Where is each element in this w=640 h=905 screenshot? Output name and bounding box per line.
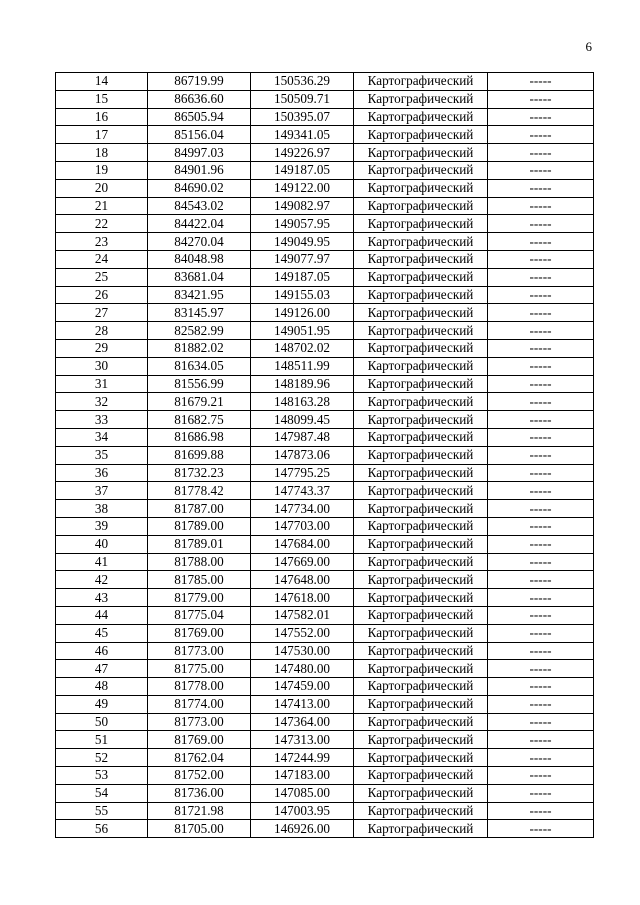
point-number-cell: 19 <box>56 161 148 179</box>
point-number-cell: 46 <box>56 642 148 660</box>
table-row <box>56 642 594 660</box>
method-cell: Картографический <box>354 375 488 393</box>
table-row <box>56 108 594 126</box>
coordinate-y-cell: 147530.00 <box>251 642 354 660</box>
coordinate-y-cell: 150509.71 <box>251 90 354 108</box>
coordinate-x-cell: 86505.94 <box>148 108 251 126</box>
coordinate-x-cell: 81762.04 <box>148 749 251 767</box>
point-number-cell: 15 <box>56 90 148 108</box>
method-cell: Картографический <box>354 553 488 571</box>
point-number-cell: 50 <box>56 713 148 731</box>
point-number-cell: 39 <box>56 517 148 535</box>
coordinate-x-cell: 81699.88 <box>148 446 251 464</box>
method-cell: Картографический <box>354 161 488 179</box>
table-row <box>56 304 594 322</box>
coordinate-x-cell: 84543.02 <box>148 197 251 215</box>
coordinate-y-cell: 147552.00 <box>251 624 354 642</box>
coordinate-y-cell: 149122.00 <box>251 179 354 197</box>
method-cell: Картографический <box>354 749 488 767</box>
coordinate-y-cell: 148099.45 <box>251 411 354 429</box>
method-cell: Картографический <box>354 233 488 251</box>
point-number-cell: 27 <box>56 304 148 322</box>
table-row <box>56 606 594 624</box>
error-cell: ----- <box>488 784 594 802</box>
method-cell: Картографический <box>354 357 488 375</box>
method-cell: Картографический <box>354 428 488 446</box>
coordinate-x-cell: 86636.60 <box>148 90 251 108</box>
method-cell: Картографический <box>354 286 488 304</box>
point-number-cell: 14 <box>56 73 148 91</box>
error-cell: ----- <box>488 161 594 179</box>
point-number-cell: 41 <box>56 553 148 571</box>
point-number-cell: 38 <box>56 500 148 518</box>
method-cell: Картографический <box>354 144 488 162</box>
error-cell: ----- <box>488 695 594 713</box>
point-number-cell: 54 <box>56 784 148 802</box>
table-row <box>56 286 594 304</box>
error-cell: ----- <box>488 126 594 144</box>
coordinate-y-cell: 147085.00 <box>251 784 354 802</box>
coordinate-x-cell: 81775.04 <box>148 606 251 624</box>
table-row <box>56 678 594 696</box>
table-row <box>56 767 594 785</box>
coordinate-x-cell: 81773.00 <box>148 642 251 660</box>
point-number-cell: 31 <box>56 375 148 393</box>
table-row <box>56 713 594 731</box>
point-number-cell: 55 <box>56 802 148 820</box>
coordinate-y-cell: 150536.29 <box>251 73 354 91</box>
error-cell: ----- <box>488 535 594 553</box>
point-number-cell: 25 <box>56 268 148 286</box>
coordinate-x-cell: 81882.02 <box>148 339 251 357</box>
method-cell: Картографический <box>354 500 488 518</box>
coordinate-x-cell: 81634.05 <box>148 357 251 375</box>
coordinate-x-cell: 83681.04 <box>148 268 251 286</box>
error-cell: ----- <box>488 660 594 678</box>
method-cell: Картографический <box>354 713 488 731</box>
method-cell: Картографический <box>354 784 488 802</box>
coordinate-x-cell: 81736.00 <box>148 784 251 802</box>
coordinate-x-cell: 81789.01 <box>148 535 251 553</box>
table-row <box>56 589 594 607</box>
coordinate-y-cell: 147480.00 <box>251 660 354 678</box>
point-number-cell: 23 <box>56 233 148 251</box>
method-cell: Картографический <box>354 179 488 197</box>
coordinate-x-cell: 85156.04 <box>148 126 251 144</box>
point-number-cell: 47 <box>56 660 148 678</box>
error-cell: ----- <box>488 357 594 375</box>
coordinates-table-body <box>56 73 594 838</box>
table-row <box>56 749 594 767</box>
page-number: 6 <box>585 39 592 54</box>
method-cell: Картографический <box>354 767 488 785</box>
method-cell: Картографический <box>354 624 488 642</box>
point-number-cell: 17 <box>56 126 148 144</box>
method-cell: Картографический <box>354 268 488 286</box>
error-cell: ----- <box>488 624 594 642</box>
coordinates-table <box>55 72 594 838</box>
error-cell: ----- <box>488 446 594 464</box>
coordinate-y-cell: 149082.97 <box>251 197 354 215</box>
method-cell: Картографический <box>354 731 488 749</box>
coordinate-x-cell: 81779.00 <box>148 589 251 607</box>
table-row <box>56 357 594 375</box>
table-row <box>56 233 594 251</box>
error-cell: ----- <box>488 268 594 286</box>
table-row <box>56 73 594 91</box>
coordinate-y-cell: 147873.06 <box>251 446 354 464</box>
point-number-cell: 48 <box>56 678 148 696</box>
point-number-cell: 16 <box>56 108 148 126</box>
table-row <box>56 784 594 802</box>
error-cell: ----- <box>488 393 594 411</box>
coordinate-y-cell: 147743.37 <box>251 482 354 500</box>
point-number-cell: 45 <box>56 624 148 642</box>
coordinate-y-cell: 149051.95 <box>251 322 354 340</box>
error-cell: ----- <box>488 90 594 108</box>
table-row <box>56 179 594 197</box>
coordinate-x-cell: 81705.00 <box>148 820 251 838</box>
error-cell: ----- <box>488 144 594 162</box>
error-cell: ----- <box>488 589 594 607</box>
coordinate-x-cell: 86719.99 <box>148 73 251 91</box>
method-cell: Картографический <box>354 517 488 535</box>
error-cell: ----- <box>488 233 594 251</box>
coordinate-x-cell: 84048.98 <box>148 250 251 268</box>
coordinate-x-cell: 83145.97 <box>148 304 251 322</box>
coordinate-x-cell: 81774.00 <box>148 695 251 713</box>
point-number-cell: 26 <box>56 286 148 304</box>
table-row <box>56 161 594 179</box>
method-cell: Картографический <box>354 339 488 357</box>
error-cell: ----- <box>488 678 594 696</box>
table-row <box>56 517 594 535</box>
method-cell: Картографический <box>354 197 488 215</box>
point-number-cell: 22 <box>56 215 148 233</box>
coordinate-x-cell: 81721.98 <box>148 802 251 820</box>
method-cell: Картографический <box>354 108 488 126</box>
point-number-cell: 28 <box>56 322 148 340</box>
table-row <box>56 268 594 286</box>
coordinate-y-cell: 146926.00 <box>251 820 354 838</box>
coordinate-y-cell: 147987.48 <box>251 428 354 446</box>
point-number-cell: 30 <box>56 357 148 375</box>
error-cell: ----- <box>488 802 594 820</box>
coordinate-y-cell: 148702.02 <box>251 339 354 357</box>
error-cell: ----- <box>488 73 594 91</box>
table-row <box>56 482 594 500</box>
coordinate-x-cell: 81789.00 <box>148 517 251 535</box>
coordinate-y-cell: 147364.00 <box>251 713 354 731</box>
method-cell: Картографический <box>354 606 488 624</box>
table-row <box>56 90 594 108</box>
table-row <box>56 375 594 393</box>
coordinate-x-cell: 84422.04 <box>148 215 251 233</box>
error-cell: ----- <box>488 339 594 357</box>
point-number-cell: 52 <box>56 749 148 767</box>
table-row <box>56 126 594 144</box>
method-cell: Картографический <box>354 820 488 838</box>
method-cell: Картографический <box>354 411 488 429</box>
coordinate-y-cell: 147684.00 <box>251 535 354 553</box>
error-cell: ----- <box>488 375 594 393</box>
error-cell: ----- <box>488 820 594 838</box>
point-number-cell: 24 <box>56 250 148 268</box>
coordinate-x-cell: 81752.00 <box>148 767 251 785</box>
table-row <box>56 446 594 464</box>
coordinate-x-cell: 81773.00 <box>148 713 251 731</box>
method-cell: Картографический <box>354 73 488 91</box>
error-cell: ----- <box>488 482 594 500</box>
coordinate-y-cell: 147618.00 <box>251 589 354 607</box>
coordinate-y-cell: 147459.00 <box>251 678 354 696</box>
point-number-cell: 35 <box>56 446 148 464</box>
error-cell: ----- <box>488 322 594 340</box>
point-number-cell: 34 <box>56 428 148 446</box>
method-cell: Картографический <box>354 482 488 500</box>
coordinate-y-cell: 150395.07 <box>251 108 354 126</box>
table-row <box>56 215 594 233</box>
point-number-cell: 36 <box>56 464 148 482</box>
error-cell: ----- <box>488 767 594 785</box>
table-row <box>56 695 594 713</box>
coordinate-y-cell: 147582.01 <box>251 606 354 624</box>
coordinate-x-cell: 82582.99 <box>148 322 251 340</box>
point-number-cell: 29 <box>56 339 148 357</box>
table-row <box>56 660 594 678</box>
table-row <box>56 428 594 446</box>
method-cell: Картографический <box>354 322 488 340</box>
point-number-cell: 42 <box>56 571 148 589</box>
error-cell: ----- <box>488 250 594 268</box>
coordinate-y-cell: 147734.00 <box>251 500 354 518</box>
coordinate-y-cell: 147413.00 <box>251 695 354 713</box>
table-row <box>56 535 594 553</box>
method-cell: Картографический <box>354 90 488 108</box>
coordinate-x-cell: 81787.00 <box>148 500 251 518</box>
method-cell: Картографический <box>354 642 488 660</box>
error-cell: ----- <box>488 179 594 197</box>
error-cell: ----- <box>488 500 594 518</box>
method-cell: Картографический <box>354 660 488 678</box>
coordinate-y-cell: 147003.95 <box>251 802 354 820</box>
point-number-cell: 43 <box>56 589 148 607</box>
table-row <box>56 820 594 838</box>
coordinate-y-cell: 149057.95 <box>251 215 354 233</box>
method-cell: Картографический <box>354 250 488 268</box>
coordinate-x-cell: 81778.00 <box>148 678 251 696</box>
point-number-cell: 20 <box>56 179 148 197</box>
error-cell: ----- <box>488 749 594 767</box>
coordinate-x-cell: 81556.99 <box>148 375 251 393</box>
coordinate-y-cell: 149226.97 <box>251 144 354 162</box>
table-row <box>56 393 594 411</box>
error-cell: ----- <box>488 731 594 749</box>
point-number-cell: 51 <box>56 731 148 749</box>
table-row <box>56 197 594 215</box>
point-number-cell: 56 <box>56 820 148 838</box>
error-cell: ----- <box>488 411 594 429</box>
coordinate-y-cell: 147669.00 <box>251 553 354 571</box>
coordinate-y-cell: 147313.00 <box>251 731 354 749</box>
coordinate-y-cell: 148189.96 <box>251 375 354 393</box>
table-row <box>56 731 594 749</box>
coordinate-y-cell: 147244.99 <box>251 749 354 767</box>
table-row <box>56 802 594 820</box>
coordinate-y-cell: 149077.97 <box>251 250 354 268</box>
coordinate-x-cell: 81769.00 <box>148 624 251 642</box>
coordinate-x-cell: 81686.98 <box>148 428 251 446</box>
error-cell: ----- <box>488 553 594 571</box>
method-cell: Картографический <box>354 304 488 322</box>
error-cell: ----- <box>488 606 594 624</box>
error-cell: ----- <box>488 197 594 215</box>
table-row <box>56 500 594 518</box>
coordinate-y-cell: 147183.00 <box>251 767 354 785</box>
point-number-cell: 32 <box>56 393 148 411</box>
coordinate-y-cell: 149126.00 <box>251 304 354 322</box>
error-cell: ----- <box>488 286 594 304</box>
error-cell: ----- <box>488 517 594 535</box>
table-row <box>56 624 594 642</box>
coordinate-x-cell: 81775.00 <box>148 660 251 678</box>
error-cell: ----- <box>488 215 594 233</box>
point-number-cell: 37 <box>56 482 148 500</box>
method-cell: Картографический <box>354 215 488 233</box>
coordinate-x-cell: 84690.02 <box>148 179 251 197</box>
table-row <box>56 571 594 589</box>
method-cell: Картографический <box>354 571 488 589</box>
coordinate-y-cell: 147648.00 <box>251 571 354 589</box>
table-row <box>56 339 594 357</box>
coordinate-x-cell: 81732.23 <box>148 464 251 482</box>
table-row <box>56 144 594 162</box>
error-cell: ----- <box>488 108 594 126</box>
method-cell: Картографический <box>354 464 488 482</box>
error-cell: ----- <box>488 428 594 446</box>
method-cell: Картографический <box>354 535 488 553</box>
coordinate-y-cell: 149049.95 <box>251 233 354 251</box>
coordinate-x-cell: 81679.21 <box>148 393 251 411</box>
coordinate-x-cell: 84270.04 <box>148 233 251 251</box>
table-row <box>56 250 594 268</box>
coordinate-x-cell: 84901.96 <box>148 161 251 179</box>
table-row <box>56 464 594 482</box>
error-cell: ----- <box>488 642 594 660</box>
point-number-cell: 40 <box>56 535 148 553</box>
error-cell: ----- <box>488 713 594 731</box>
coordinate-y-cell: 148163.28 <box>251 393 354 411</box>
coordinate-x-cell: 81788.00 <box>148 553 251 571</box>
coordinate-y-cell: 149155.03 <box>251 286 354 304</box>
point-number-cell: 53 <box>56 767 148 785</box>
table-row <box>56 322 594 340</box>
point-number-cell: 21 <box>56 197 148 215</box>
coordinate-x-cell: 81778.42 <box>148 482 251 500</box>
coordinate-y-cell: 149187.05 <box>251 161 354 179</box>
coordinate-y-cell: 149187.05 <box>251 268 354 286</box>
coordinate-x-cell: 81785.00 <box>148 571 251 589</box>
method-cell: Картографический <box>354 695 488 713</box>
coordinate-y-cell: 147703.00 <box>251 517 354 535</box>
point-number-cell: 49 <box>56 695 148 713</box>
coordinate-y-cell: 148511.99 <box>251 357 354 375</box>
coordinate-x-cell: 81682.75 <box>148 411 251 429</box>
table-row <box>56 553 594 571</box>
error-cell: ----- <box>488 571 594 589</box>
coordinate-x-cell: 83421.95 <box>148 286 251 304</box>
method-cell: Картографический <box>354 126 488 144</box>
method-cell: Картографический <box>354 802 488 820</box>
method-cell: Картографический <box>354 393 488 411</box>
method-cell: Картографический <box>354 446 488 464</box>
coordinate-x-cell: 81769.00 <box>148 731 251 749</box>
method-cell: Картографический <box>354 589 488 607</box>
coordinate-y-cell: 147795.25 <box>251 464 354 482</box>
point-number-cell: 18 <box>56 144 148 162</box>
coordinate-x-cell: 84997.03 <box>148 144 251 162</box>
error-cell: ----- <box>488 304 594 322</box>
point-number-cell: 33 <box>56 411 148 429</box>
table-row <box>56 411 594 429</box>
error-cell: ----- <box>488 464 594 482</box>
point-number-cell: 44 <box>56 606 148 624</box>
method-cell: Картографический <box>354 678 488 696</box>
coordinate-y-cell: 149341.05 <box>251 126 354 144</box>
